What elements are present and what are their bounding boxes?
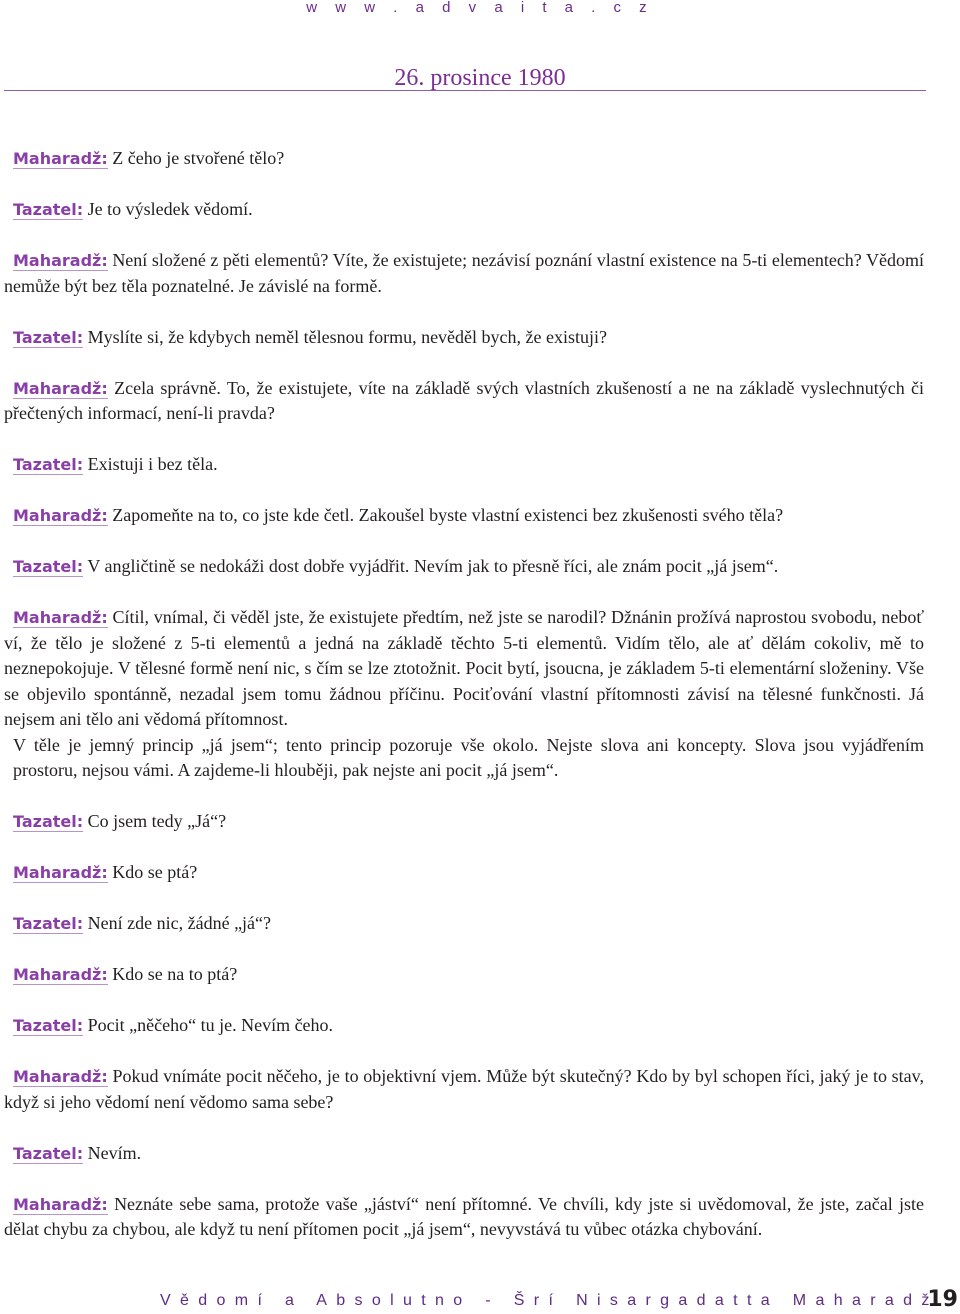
dialogue-text: Není zde nic, žádné „já“? [87, 913, 272, 933]
dialogue-paragraph [4, 146, 924, 172]
dialogue-text: Kdo se ptá? [112, 862, 198, 882]
speaker-label: Tazatel: [13, 327, 84, 347]
speaker-label: Tazatel: [13, 812, 84, 831]
dialogue-text: Není složené z pěti elementů? Víte, že existujete; nezávisí poznání vlastní existence na 5-ti elementech? Vědomí nemůže být bez těla poznatelné. Je závislé na formě. [4, 250, 924, 296]
dialogue-paragraph [4, 809, 924, 835]
speaker-label: Tazatel: [13, 557, 84, 576]
speaker-label: Maharadž: [13, 506, 108, 525]
page-number: 19 [927, 1287, 958, 1312]
book-title-footer: Vědomí a Absolutno - Šrí Nisargadatta Maharadž [160, 1292, 939, 1309]
dialogue-text: Pokud vnímáte pocit něčeho, je to objektivní vjem. Může být skutečný? Kdo by byl schopen říci, jaký je to stav, když si jeho vědomí není vědomo sama sebe? [4, 1066, 924, 1112]
dialogue-text: Nevím. [87, 1142, 142, 1163]
dialogue-text: Existuji i bez těla. [87, 454, 218, 474]
dialogue-text: Zcela správně. To, že existujete, víte na základě svých vlastních zkušeností a ne na základě vyslechnutých či přečtených informací, není-li pravda? [4, 377, 925, 423]
dialogue-text: Co jsem tedy „Já“? [87, 811, 227, 831]
dialogue-text: Neznáte sebe sama, protože vaše „jáství“ není přítomné. Ve chvíli, kdy jste si uvědomoval, že jste, začal jste dělat chybu za chybou, ale když tu není přítomen pocit „já jsem“, nevyvstává tu vůbec otázka chybování. [4, 1193, 924, 1239]
title-underline [4, 90, 926, 91]
speaker-label: Tazatel: [13, 1143, 84, 1163]
dialogue-paragraph [4, 1013, 924, 1039]
speaker-label: Tazatel: [13, 455, 84, 474]
dialogue-paragraph [4, 911, 924, 937]
dialogue-text: Zapomeňte na to, co jste kde četl. Zakoušel byste vlastní existenci bez zkušenosti svého těla? [112, 505, 784, 525]
dialogue-text: Je to výsledek vědomí. [87, 199, 253, 219]
dialogue-body [4, 146, 924, 1268]
speaker-label: Maharadž: [13, 965, 108, 984]
dialogue-paragraph [4, 197, 924, 223]
page-title: 26. prosince 1980 [394, 65, 566, 91]
speaker-label: Maharadž: [13, 1194, 108, 1214]
dialogue-paragraph [4, 376, 924, 427]
site-url: w w w . a d v a i t a . c z [306, 0, 654, 16]
dialogue-paragraph [4, 860, 924, 886]
dialogue-paragraph [4, 605, 924, 784]
dialogue-text: Kdo se na to ptá? [112, 964, 238, 984]
dialogue-continuation: V těle je jemný princip „já jsem“; tento princip pozoruje vše okolo. Nejste slova ani koncepty. Slova jsou vyjádřením prostoru, nejsou vámi. A zajdeme-li hlouběji, pak nejste ani pocit „já jsem“. [13, 734, 924, 780]
speaker-label: Maharadž: [13, 608, 108, 627]
speaker-label: Maharadž: [13, 1067, 108, 1086]
dialogue-text: Myslíte si, že kdybych neměl tělesnou formu, nevěděl bych, že existuji? [87, 326, 607, 347]
dialogue-text: V angličtině se nedokáži dost dobře vyjádřit. Nevím jak to přesně říci, ale znám pocit „já jsem“. [87, 556, 779, 576]
speaker-label: Maharadž: [13, 149, 108, 168]
dialogue-text: Cítil, vnímal, či věděl jste, že existujete předtím, než jste se narodil? Džnánin prožívá naprostou svobodu, neboť ví, že tělo je složené z 5-ti elementů a jedná na základě těchto 5-ti elementů. Vidím tělo, ale ať dělám cokoliv, mě to neznepokojuje. V tělesné formě není nic, s čím se lze ztotožnit. Pocit bytí, jsoucna, je základem 5-ti elementární složeniny. Vše se objevilo spontánně, nezadal jsem tomu žádnou příčinu. Pociťování vlastní přítomnosti závisí na tělesné funkčnosti. Já nejsem ani tělo ani vědomá přítomnost. [4, 607, 925, 729]
dialogue-paragraph [4, 1141, 924, 1167]
dialogue-text: Z čeho je stvořené tělo? [112, 148, 285, 168]
dialogue-paragraph [4, 248, 924, 299]
speaker-label: Maharadž: [13, 378, 108, 398]
speaker-label: Tazatel: [13, 200, 84, 219]
dialogue-text: Pocit „něčeho“ tu je. Nevím čeho. [87, 1015, 334, 1035]
dialogue-paragraph [4, 962, 924, 988]
speaker-label: Maharadž: [13, 251, 108, 270]
dialogue-paragraph [4, 325, 924, 351]
speaker-label: Tazatel: [13, 1016, 84, 1035]
speaker-label: Maharadž: [13, 863, 108, 882]
speaker-label: Tazatel: [13, 914, 84, 933]
dialogue-paragraph [4, 1192, 924, 1243]
dialogue-paragraph [4, 554, 924, 580]
dialogue-paragraph [4, 452, 924, 478]
dialogue-paragraph [4, 1064, 924, 1115]
dialogue-paragraph [4, 503, 924, 529]
